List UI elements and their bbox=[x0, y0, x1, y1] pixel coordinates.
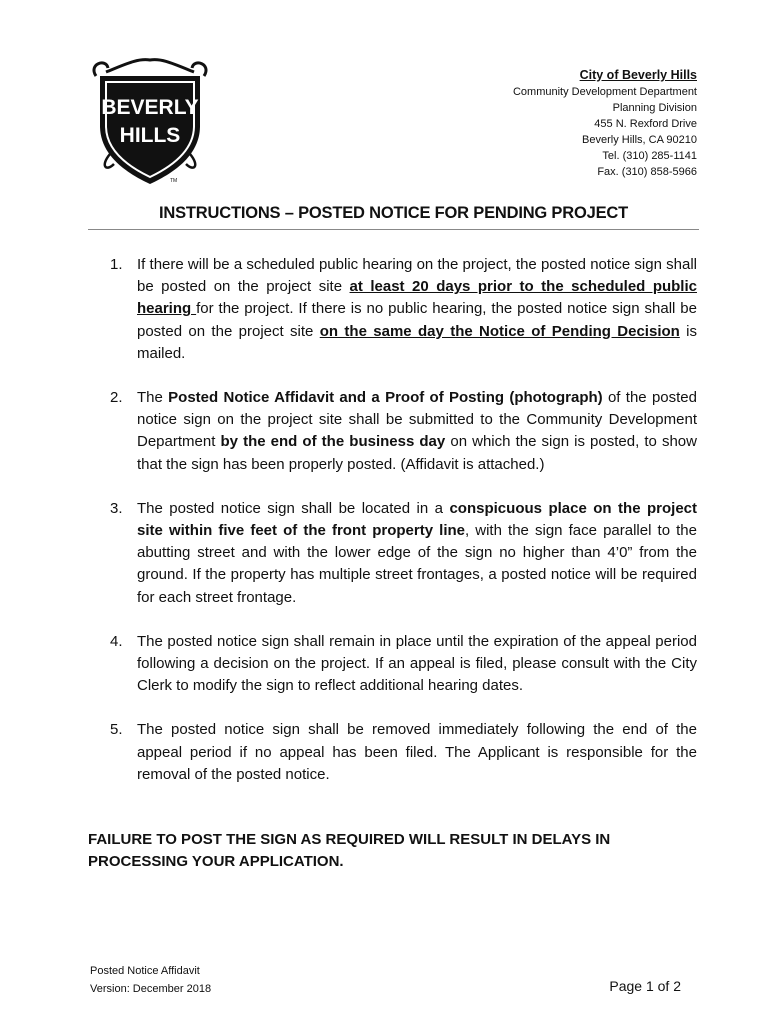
instruction-number: 1. bbox=[110, 256, 123, 273]
header-line: Community Development Department bbox=[512, 86, 697, 98]
beverly-hills-logo bbox=[86, 54, 214, 194]
instruction-text: The posted notice sign shall remain in place until the expiration of the appeal period following a decision on the project. If an appeal is filed, please consult with the City Clerk to modify the sign to reflect additional hearing dates. bbox=[137, 632, 697, 695]
document-title: INSTRUCTIONS – POSTED NOTICE FOR PENDING PROJECT bbox=[159, 204, 628, 222]
page-number: Page 1 of 2 bbox=[609, 978, 681, 994]
instruction-item bbox=[110, 254, 697, 365]
footer-doc-name: Posted Notice Affidavit bbox=[90, 965, 200, 977]
instruction-text: , with the sign face parallel to the abutting street and with the lower edge of the sign no higher than 4’0” from the ground. If the property has multiple street frontages, a posted notice will be required for each street frontage. bbox=[137, 522, 697, 606]
instruction-item bbox=[110, 631, 697, 698]
instruction-number: 4. bbox=[110, 632, 123, 650]
instruction-number: 2. bbox=[110, 389, 123, 407]
instruction-text: conspicuous place on the project site within five feet of the front property line bbox=[137, 499, 698, 540]
warning-notice: FAILURE TO POST THE SIGN AS REQUIRED WILL RESULT IN DELAYS IN PROCESSING YOUR APPLICATION. bbox=[88, 831, 611, 871]
instructions-list bbox=[110, 254, 697, 808]
header-line: 455 N. Rexford Drive bbox=[594, 118, 697, 130]
footer bbox=[90, 962, 211, 998]
instruction-text: at least 20 days prior to the scheduled public hearing bbox=[137, 278, 697, 318]
instruction-item bbox=[110, 498, 697, 609]
header-line: Fax. (310) 858-5966 bbox=[597, 166, 697, 178]
instruction-text: The posted notice sign shall be removed immediately following the end of the appeal period if no appeal has been filed. The Applicant is responsible for the removal of the posted notice. bbox=[137, 721, 697, 783]
title-divider bbox=[88, 229, 699, 230]
shield-icon bbox=[86, 54, 214, 194]
instruction-number: 3. bbox=[110, 499, 123, 517]
city-name: City of Beverly Hills bbox=[579, 68, 697, 82]
instruction-item bbox=[110, 387, 697, 476]
header-line: Beverly Hills, CA 90210 bbox=[582, 134, 697, 146]
instruction-text: on the same day the Notice of Pending Decision bbox=[319, 322, 680, 340]
header-line: Tel. (310) 285-1141 bbox=[602, 150, 697, 162]
instruction-text: Posted Notice Affidavit and a Proof of Posting (photograph) bbox=[168, 389, 603, 407]
department-header bbox=[513, 66, 697, 180]
instruction-text: of the posted notice sign on the project site shall be submitted to the Community Development Department bbox=[137, 389, 697, 451]
instruction-text: If there will be a scheduled public hearing on the project, the posted notice sign shall be posted on the project site bbox=[137, 256, 697, 296]
instruction-text: The posted notice sign shall be located in a bbox=[137, 499, 450, 517]
instruction-text: for the project. If there is no public hearing, the posted notice sign shall be posted on the project site bbox=[137, 300, 697, 340]
instruction-number: 5. bbox=[110, 721, 123, 739]
instruction-text: by the end of the business day bbox=[220, 433, 446, 451]
instruction-text: The bbox=[137, 389, 169, 407]
instruction-text: on which the sign is posted, to show that the sign has been properly posted. (Affidavit is attached.) bbox=[137, 433, 697, 473]
instruction-item bbox=[110, 719, 697, 786]
instruction-text: is mailed. bbox=[137, 322, 698, 362]
footer-version: Version: December 2018 bbox=[90, 983, 212, 995]
logo-trademark: TM bbox=[170, 178, 178, 184]
logo-line1: BEVERLY bbox=[101, 96, 199, 119]
header-line: Planning Division bbox=[612, 102, 697, 114]
logo-line2: HILLS bbox=[119, 124, 181, 147]
